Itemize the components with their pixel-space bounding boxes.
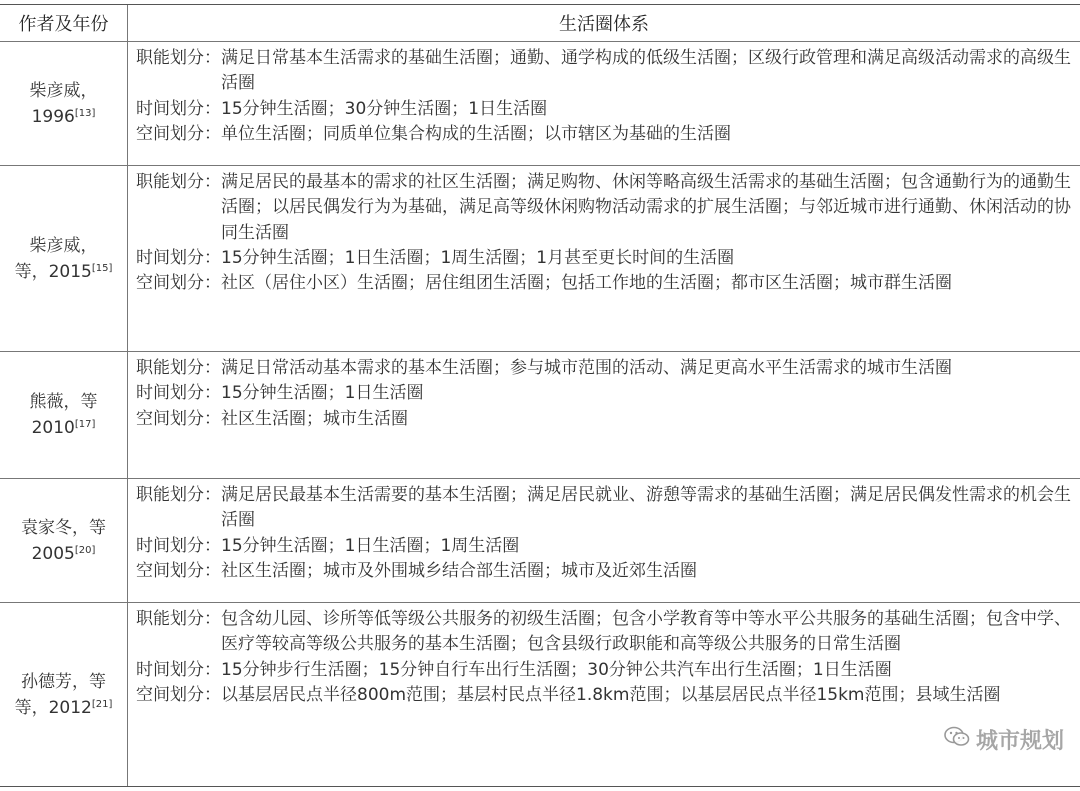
table-row <box>0 42 1080 166</box>
time-division: 时间划分： 15分钟生活圈；1日生活圈；1周生活圈 <box>136 535 520 556</box>
author-name: 袁家冬，等 <box>21 517 106 538</box>
author-cell <box>0 352 128 478</box>
author-year: 等，2015[15] <box>14 261 113 282</box>
reference-marker: [17] <box>74 419 96 430</box>
author-cell <box>0 42 128 165</box>
reference-marker: [15] <box>91 262 113 274</box>
author-year: 2005[20] <box>31 543 96 564</box>
life-circle-table <box>0 4 1080 787</box>
author-cell <box>0 603 128 786</box>
time-division: 时间划分： 15分钟生活圈；1日生活圈；1周生活圈；1月甚至更长时间的生活圈 <box>136 247 735 268</box>
author-name: 熊薇，等 <box>29 392 98 412</box>
system-column-header: 生活圈体系 <box>559 14 649 35</box>
table-header <box>0 5 1080 42</box>
function-division: 职能划分： 满足居民最基本生活需要的基本生活圈；满足居民就业、游憩等需求的基础生活圈；满足居民偶发性需求的机会生活圈 <box>136 485 1071 531</box>
time-division: 时间划分： 15分钟生活圈；1日生活圈 <box>136 383 424 404</box>
reference-marker: [21] <box>91 698 113 710</box>
author-year: 2010[17] <box>31 418 96 438</box>
table-row <box>0 479 1080 603</box>
wechat-icon <box>944 726 970 754</box>
function-division: 职能划分： 包含幼儿园、诊所等低等级公共服务的初级生活圈；包含小学教育等中等水平公共服务的基础生活圈；包含中学、医疗等较高等级公共服务的基本生活圈；包含县级行政职能和高等级公共服务的日常生活圈 <box>136 609 1071 655</box>
table-row <box>0 352 1080 479</box>
system-cell <box>128 166 1080 351</box>
reference-marker: [20] <box>74 544 96 556</box>
function-division: 职能划分： 满足日常活动基本需求的基本生活圈；参与城市范围的活动、满足更高水平生活需求的城市生活圈 <box>136 358 952 378</box>
author-name: 孙德芳，等 <box>21 671 106 692</box>
system-cell <box>128 42 1080 165</box>
author-cell <box>0 479 128 602</box>
system-cell <box>128 479 1080 602</box>
reference-marker: [13] <box>74 107 96 119</box>
system-cell <box>128 603 1080 786</box>
system-cell <box>128 352 1080 478</box>
space-division: 空间划分： 社区生活圈；城市及外围城乡结合部生活圈；城市及近郊生活圈 <box>136 560 697 581</box>
table-row <box>0 603 1080 786</box>
author-year: 等，2012[21] <box>14 697 113 718</box>
table-row <box>0 166 1080 352</box>
space-division: 空间划分： 单位生活圈；同质单位集合构成的生活圈；以市辖区为基础的生活圈 <box>136 123 731 144</box>
function-division: 职能划分： 满足日常基本生活需求的基础生活圈；通勤、通学构成的低级生活圈；区级行政管理和满足高级活动需求的高级生活圈 <box>136 48 1071 94</box>
author-column-header: 作者及年份 <box>0 5 128 41</box>
watermark <box>940 722 1068 757</box>
space-division: 空间划分： 社区生活圈；城市生活圈 <box>136 408 408 429</box>
space-division: 空间划分： 以基层居民点半径800m范围；基层村民点半径1.8km范围；以基层居民点半径15km范围；县域生活圈 <box>136 684 1001 705</box>
author-cell <box>0 166 128 351</box>
author-name: 柴彦威， <box>29 235 98 256</box>
author-year: 1996[13] <box>31 106 96 127</box>
function-division: 职能划分： 满足居民的最基本的需求的社区生活圈；满足购物、休闲等略高级生活需求的基础生活圈；包含通勤行为的通勤生活圈；以居民偶发行为为基础，满足高等级休闲购物活动需求的扩展生活圈；与邻近城市进行通勤、休闲活动的协同生活圈 <box>136 172 1071 243</box>
time-division: 时间划分： 15分钟生活圈；30分钟生活圈；1日生活圈 <box>136 98 548 119</box>
watermark-text: 城市规划 <box>975 729 1064 754</box>
author-name: 柴彦威， <box>29 80 98 101</box>
time-division: 时间划分： 15分钟步行生活圈；15分钟自行车出行生活圈；30分钟公共汽车出行生活圈；1日生活圈 <box>136 659 892 680</box>
space-division: 空间划分： 社区（居住小区）生活圈；居住组团生活圈；包括工作地的生活圈；都市区生活圈；城市群生活圈 <box>136 273 952 294</box>
